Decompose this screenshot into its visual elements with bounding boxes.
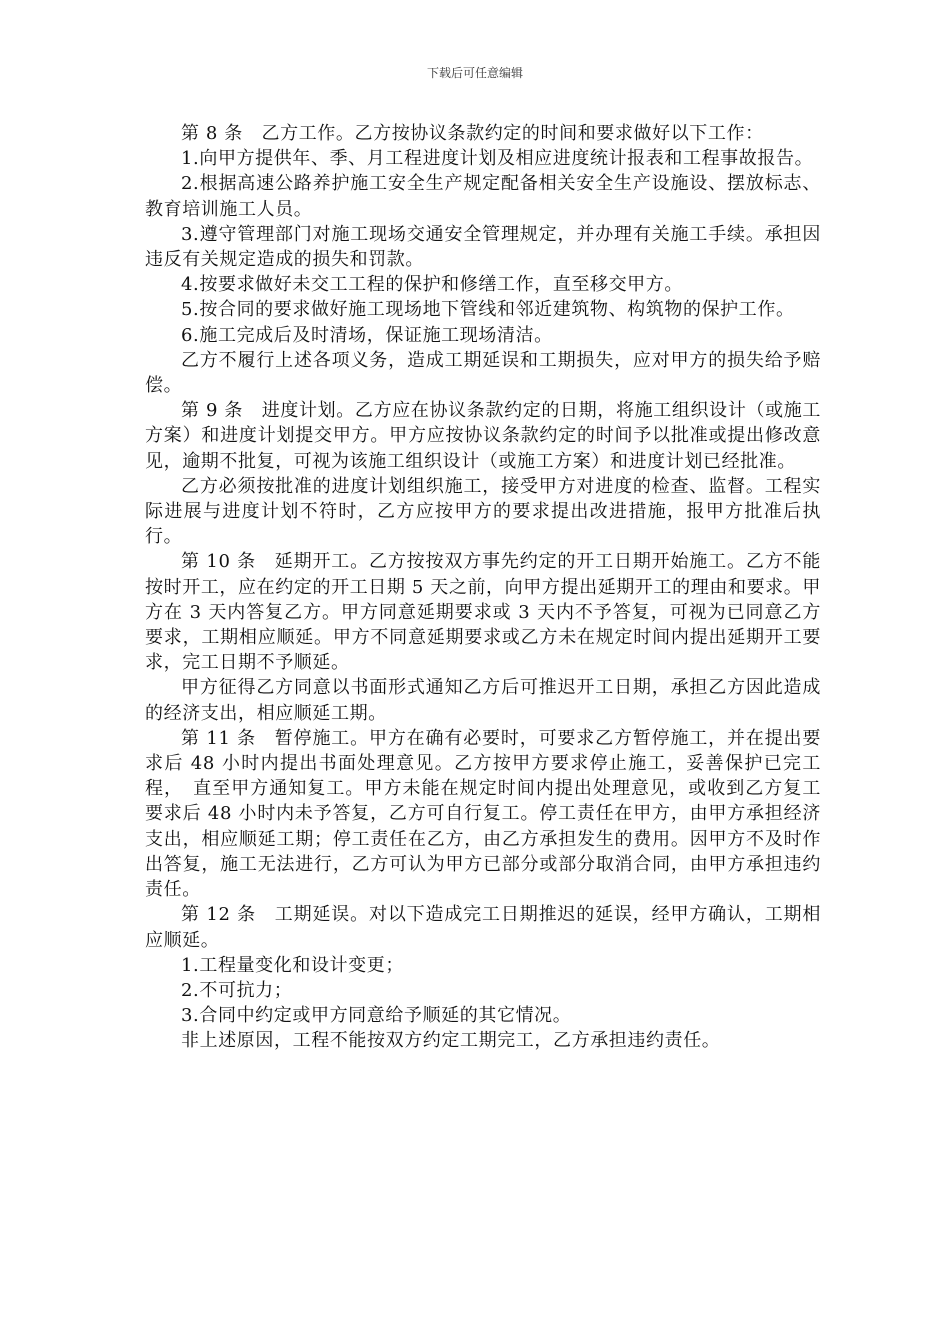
paragraph-item-6: 6.施工完成后及时清场，保证施工现场清洁。 (181, 324, 553, 346)
document-body (145, 121, 821, 1054)
paragraph-item-5: 5.按合同的要求做好施工现场地下管线和邻近建筑物、构筑物的保护工作。 (181, 299, 795, 321)
paragraph-breach: 非上述原因，工程不能按双方约定工期完工，乙方承担违约责任。 (181, 1030, 721, 1052)
paragraph-item-2: 2.根据高速公路养护施工安全生产规定配备相关安全生产设施设、摆放标志、教育培训施工人员。 (145, 173, 821, 220)
paragraph-liability: 乙方不履行上述各项义务，造成工期延误和工期损失，应对甲方的损失给予赔偿。 (145, 349, 821, 397)
paragraph-article-10: 第 10 条 延期开工。乙方按按双方事先约定的开工日期开始施工。乙方不能按时开工，应在约定的开工日期 5 天之前，向甲方提出延期开工的理由和要求。甲方在 3 天内答复乙方。甲方同意延期要求或 3 天内不予答复，可视为已同意乙方要求，工期相应顺延。甲方不同意延期要求或乙方未在规定时间内提出延期开工要求，完工日期不予顺延。 (145, 551, 821, 674)
paragraph-item-1: 1.向甲方提供年、季、月工程进度计划及相应进度统计报表和工程事故报告。 (181, 148, 814, 170)
page-header: 下载后可任意编辑 (426, 66, 523, 80)
paragraph-article-9: 第 9 条 进度计划。乙方应在协议条款约定的日期，将施工组织设计（或施工方案）和进度计划提交甲方。甲方应按协议条款约定的时间予以批准或提出修改意见，逾期不批复，可视为该施工组织设计（或施工方案）和进度计划已经批准。 (145, 400, 821, 472)
paragraph-schedule-compliance: 乙方必须按批准的进度计划组织施工，接受甲方对进度的检查、监督。工程实际进展与进度计划不符时，乙方应按甲方的要求提出改进措施，报甲方批准后执行。 (145, 475, 821, 548)
paragraph-article-8: 第 8 条 乙方工作。乙方按协议条款约定的时间和要求做好以下工作： (181, 123, 764, 144)
paragraph-delay-item-2: 2.不可抗力； (181, 979, 293, 1001)
paragraph-item-3: 3.遵守管理部门对施工现场交通安全管理规定，并办理有关施工手续。承担因违反有关规定造成的损失和罚款。 (145, 223, 821, 271)
paragraph-postpone-start: 甲方征得乙方同意以书面形式通知乙方后可推迟开工日期，承担乙方因此造成的经济支出，相应顺延工期。 (145, 677, 821, 724)
paragraph-article-11: 第 11 条 暂停施工。甲方在确有必要时，可要求乙方暂停施工，并在提出要求后 48 小时内提出书面处理意见。乙方按甲方要求停止施工，妥善保护已完工程， 直至甲方通知复工。甲方未能在规定时间内提出处理意见，或收到乙方复工要求后 48 小时内未予答复，乙方可自行复工。停工责任在甲方，由甲方承担经济支出，相应顺延工期；停工责任在乙方，由乙方承担发生的费用。因甲方不及时作出答复，施工无法进行，乙方可认为甲方已部分或部分取消合同，由甲方承担违约责任。 (145, 727, 821, 901)
paragraph-article-12: 第 12 条 工期延误。对以下造成完工日期推迟的延误，经甲方确认，工期相应顺延。 (145, 904, 821, 951)
paragraph-delay-item-1: 1.工程量变化和设计变更； (181, 954, 404, 976)
paragraph-delay-item-3: 3.合同中约定或甲方同意给予顺延的其它情况。 (181, 1005, 572, 1027)
paragraph-item-4: 4.按要求做好未交工工程的保护和修缮工作，直至移交甲方。 (181, 274, 683, 296)
